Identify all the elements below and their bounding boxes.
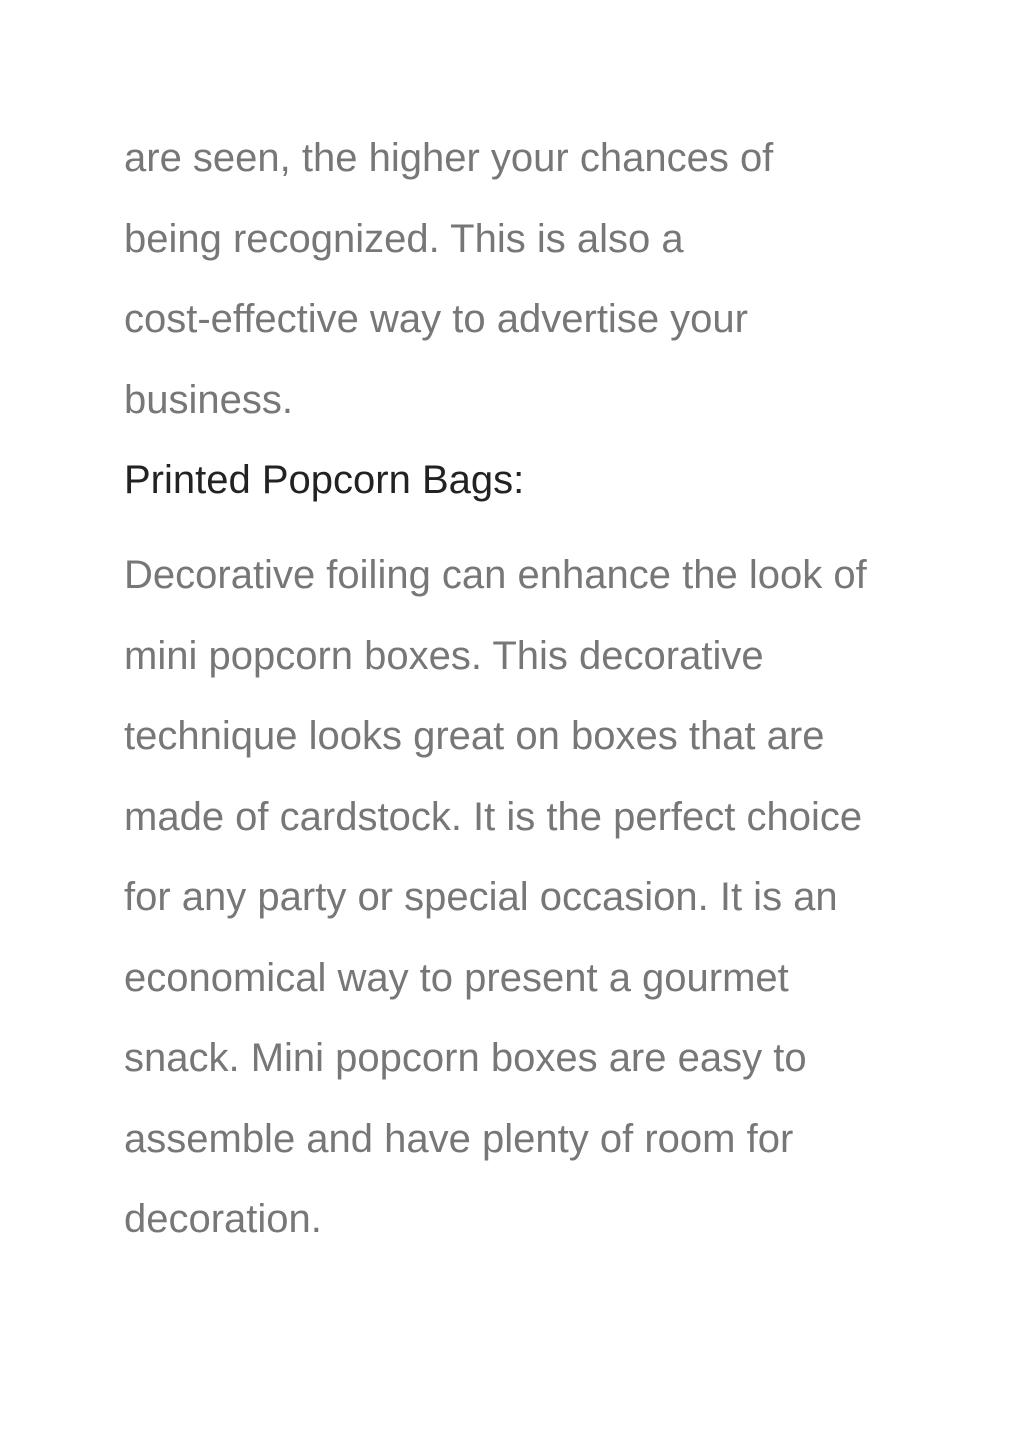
paragraph-line: economical way to present a gourmet <box>124 955 789 1000</box>
document-body <box>124 118 904 1260</box>
paragraph-line: are seen, the higher your chances of <box>124 136 774 180</box>
paragraph-line: cost-effective way to advertise your <box>124 297 748 341</box>
paragraph-line: mini popcorn boxes. This decorative <box>124 633 764 678</box>
section-heading: Printed Popcorn Bags: <box>124 458 525 502</box>
paragraph-printed-popcorn-bags <box>124 535 904 1260</box>
paragraph-line: assemble and have plenty of room for <box>124 1116 794 1161</box>
paragraph-line: being recognized. This is also a <box>124 216 684 261</box>
paragraph-line: for any party or special occasion. It is an <box>124 875 838 919</box>
paragraph-line: Decorative foiling can enhance the look of <box>124 553 867 597</box>
paragraph-intro-continued <box>124 118 904 440</box>
paragraph-line: decoration. <box>124 1197 322 1241</box>
paragraph-line: business. <box>124 377 293 422</box>
paragraph-line: made of cardstock. It is the perfect choice <box>124 794 863 839</box>
paragraph-line: snack. Mini popcorn boxes are easy to <box>124 1036 807 1080</box>
paragraph-line: technique looks great on boxes that are <box>124 714 825 758</box>
